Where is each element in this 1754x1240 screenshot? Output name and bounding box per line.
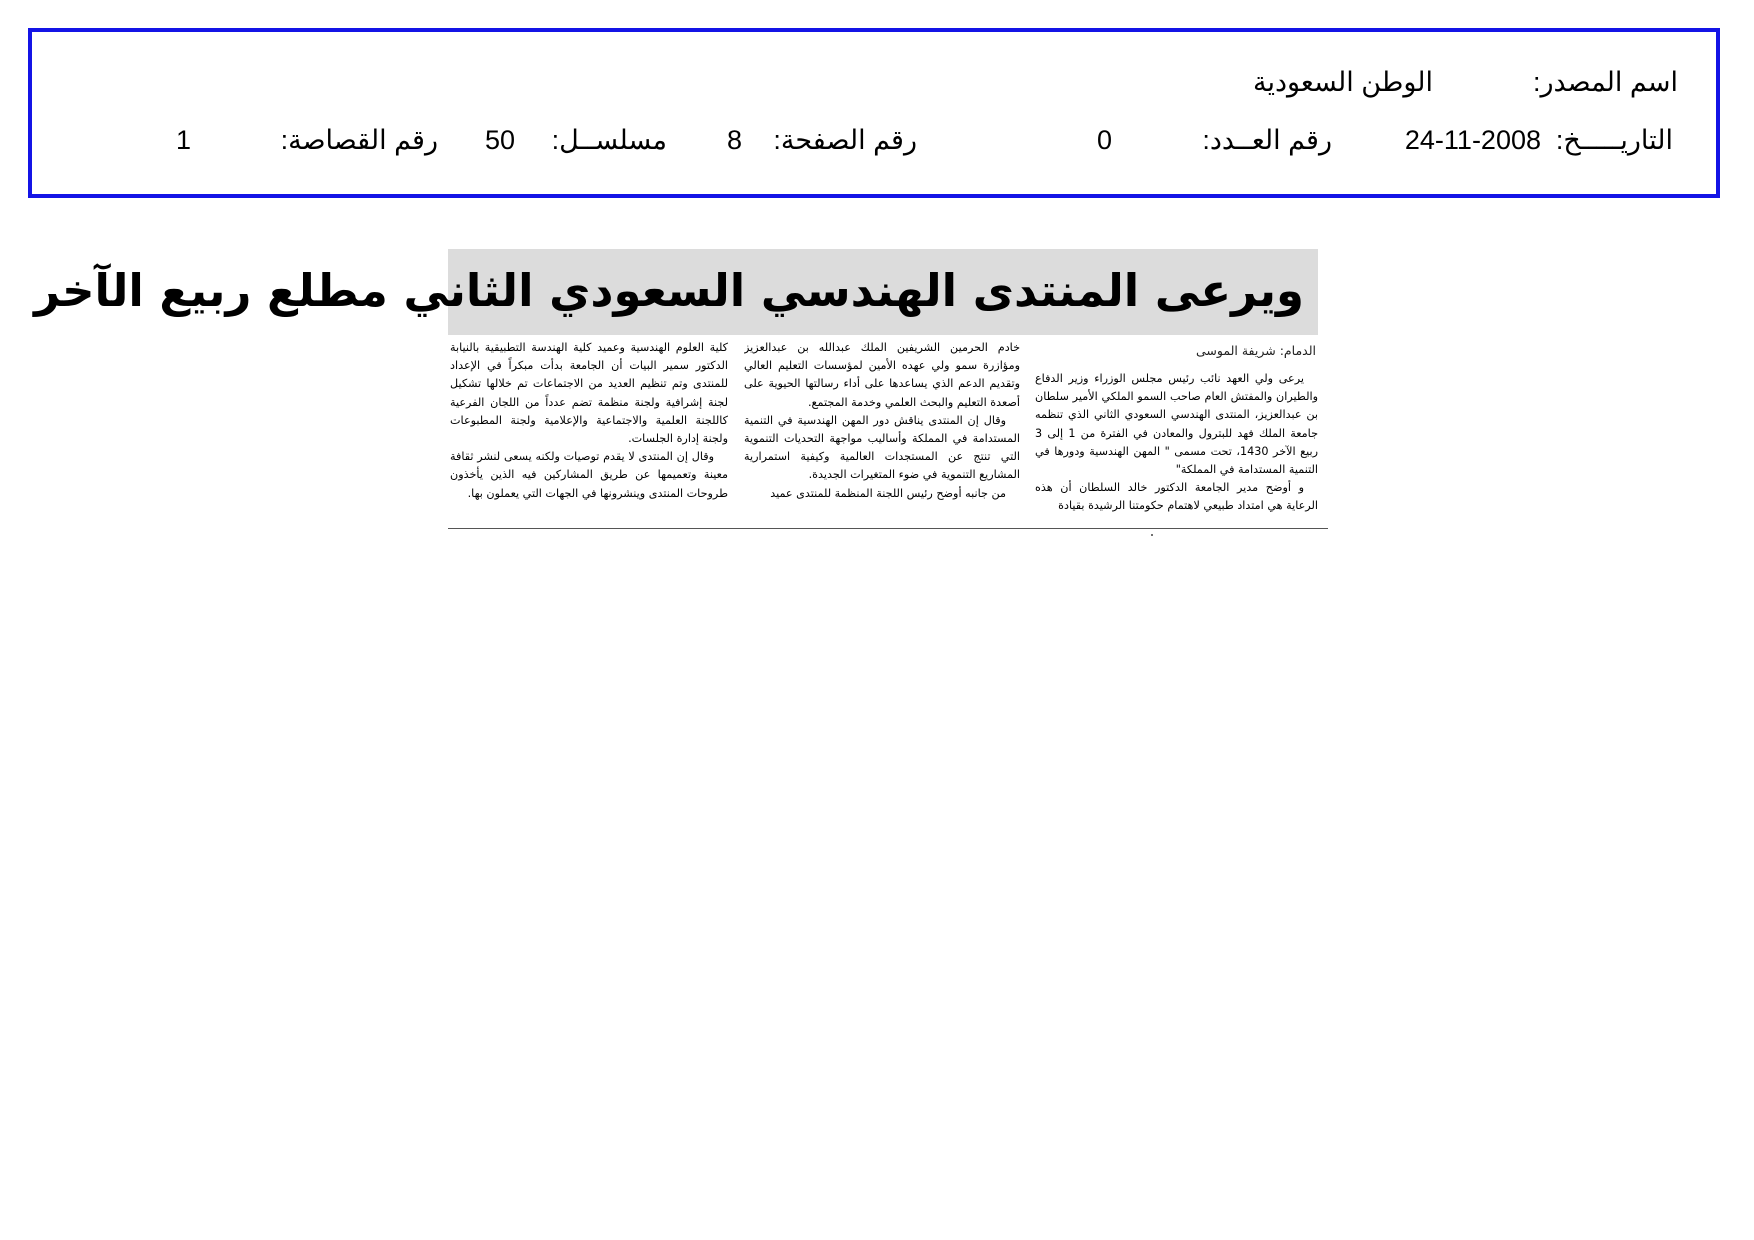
bottom-rule xyxy=(448,528,1328,529)
headline-band xyxy=(34,249,1318,335)
article-column-3 xyxy=(450,339,728,529)
scan-dot xyxy=(1151,534,1153,536)
paragraph: من جانبه أوضح رئيس اللجنة المنظمة للمنتدى عميد xyxy=(770,486,1006,500)
date-value: 24-11-2008 xyxy=(1404,125,1541,155)
serial-value: 50 xyxy=(484,125,515,155)
source-value: الوطن السعودية xyxy=(1252,67,1433,97)
date-label: التاريـــــخ: xyxy=(1555,125,1673,155)
paragraph: وقال إن المنتدى يناقش دور المهن الهندسية في التنمية المستدامة في المملكة وأساليب مواجهة التحديات التنموية التي تنتج عن المستجدات العالمية وكيفية استمرارية المشاريع التنموية في ضوء المتغيرات الجديدة. xyxy=(744,413,1020,482)
paragraph: كلية العلوم الهندسية وعميد كلية الهندسة التطبيقية بالنيابة الدكتور سمير البيات أن الجامعة بدأت مبكراً في الإعداد للمنتدى وتم تنظيم العديد من الاجتماعات تم خلالها تشكيل لجنة إشرافية ولجنة منظمة تضم عدداً من اللجان الفرعية كاللجنة العلمية والاجتماعية والإعلامية ولجنة المطبوعات ولجنة إدارة الجلسات. xyxy=(450,341,728,446)
clipping-label: رقم القصاصة: xyxy=(280,125,438,155)
article-byline: الدمام: شريفة الموسى xyxy=(1196,343,1316,358)
article-column-2 xyxy=(744,339,1020,529)
paragraph: يرعى ولي العهد نائب رئيس مجلس الوزراء وزير الدفاع والطيران والمفتش العام صاحب السمو الملكي الأمير سلطان بن عبدالعزيز، المنتدى الهندسي السعودي الثاني الذي تنظمه جامعة الملك فهد للبترول والمعادن في الفترة من 1 إلى 3 ربيع الآخر 1430، تحت مسمى " المهن الهندسية ودورها في التنمية المستدامة في المملكة" xyxy=(1035,372,1318,477)
article-clipping xyxy=(34,249,1328,539)
issue-value: 0 xyxy=(1096,125,1112,155)
article-headline: ويرعى المنتدى الهندسي السعودي الثاني مطلع ربيع الآخر xyxy=(34,264,1304,317)
page-label: رقم الصفحة: xyxy=(773,125,917,155)
clipping-value: 1 xyxy=(175,125,191,155)
issue-label: رقم العــدد: xyxy=(1202,125,1332,155)
article-column-1 xyxy=(1035,370,1318,532)
paragraph: و أوضح مدير الجامعة الدكتور خالد السلطان أن هذه الرعاية هي امتداد طبيعي لاهتمام حكومتنا الرشيدة بقيادة xyxy=(1035,481,1318,513)
serial-label: مسلســل: xyxy=(551,125,667,155)
source-label: اسم المصدر: xyxy=(1532,67,1678,97)
paragraph: خادم الحرمين الشريفين الملك عبدالله بن عبدالعزيز ومؤازرة سمو ولي عهده الأمين لمؤسسات التعليم العالي وتقديم الدعم الذي يساعدها على أداء رسالتها الحيوية على أصعدة التعليم والبحث العلمي وخدمة المجتمع. xyxy=(744,341,1020,409)
paragraph: وقال إن المنتدى لا يقدم توصيات ولكنه يسعى لنشر ثقافة معينة وتعميمها عن طريق المشاركين فيه الذين يأخذون طروحات المنتدى وينشرونها في الجهات التي يعملون بها. xyxy=(450,450,728,500)
page-value: 8 xyxy=(726,125,742,155)
clipping-metadata-box xyxy=(28,28,1720,198)
